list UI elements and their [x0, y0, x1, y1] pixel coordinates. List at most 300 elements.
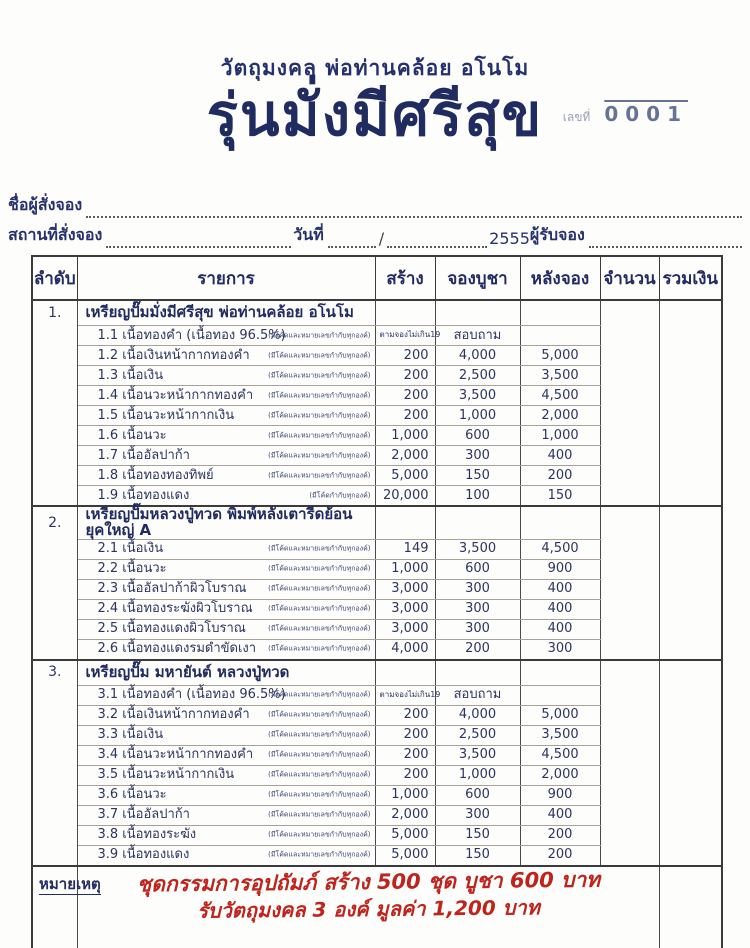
- item-index-cell: [32, 845, 77, 866]
- item-after-value: 400: [520, 805, 600, 825]
- item-code-note: (มีโค้ดและหมายเลขกำกับทุกองค์): [268, 544, 371, 553]
- section-after-cell: [520, 660, 600, 686]
- item-row: [32, 366, 722, 386]
- section-title: เหรียญปั๊ม มหายันต์ หลวงปู่ทวด: [77, 660, 375, 686]
- item-after-value: 200: [520, 845, 600, 866]
- item-made-value: 3,000: [375, 579, 435, 599]
- item-after-value: 200: [520, 825, 600, 845]
- section-total-cell: [659, 506, 722, 539]
- section-reserve-cell: [435, 300, 520, 326]
- orderer-line: [8, 188, 744, 218]
- item-code-note: (มีโค้ดและหมายเลขกำกับทุกองค์): [268, 390, 371, 399]
- item-total-cell: [659, 346, 722, 366]
- item-label-cell: [77, 579, 375, 599]
- item-reserve-value: 4,000: [435, 705, 520, 725]
- item-code-note: (มีโค้ดกำกับทุกองค์): [309, 490, 371, 499]
- item-label-cell: [77, 466, 375, 486]
- item-label: 3.1 เนื้อทองคำ (เนื้อทอง 96.5%): [97, 687, 286, 703]
- item-code-note: (มีโค้ดและหมายเลขกำกับทุกองค์): [268, 410, 371, 419]
- item-quantity-cell: [600, 745, 659, 765]
- item-total-cell: [659, 619, 722, 639]
- item-label-cell: [77, 805, 375, 825]
- item-reserve-value: 600: [435, 785, 520, 805]
- item-made-value: 1,000: [375, 559, 435, 579]
- item-made-value: 200: [375, 765, 435, 785]
- item-label: 3.2 เนื้อเงินหน้ากากทองคำ: [97, 707, 250, 723]
- item-label-cell: [77, 685, 375, 705]
- item-label-cell: [77, 705, 375, 725]
- item-index-cell: [32, 346, 77, 366]
- item-after-value: 4,500: [520, 745, 600, 765]
- item-index-cell: [32, 426, 77, 446]
- item-quantity-cell: [600, 785, 659, 805]
- item-row: [32, 579, 722, 599]
- item-after-value: 1,000: [520, 426, 600, 446]
- item-total-cell: [659, 845, 722, 866]
- item-row: [32, 805, 722, 825]
- date-label: วันที่: [293, 225, 324, 244]
- item-row: [32, 685, 722, 705]
- item-code-note: (มีโค้ดและหมายเลขกำกับทุกองค์): [268, 830, 371, 839]
- item-reserve-value: 600: [435, 559, 520, 579]
- item-after-value: 2,000: [520, 406, 600, 426]
- item-reserve-value: 1,000: [435, 406, 520, 426]
- item-made-value: 3,000: [375, 599, 435, 619]
- item-row: [32, 825, 722, 845]
- section-1: [32, 300, 722, 506]
- section-quantity-cell: [600, 506, 659, 539]
- section-made-cell: [375, 660, 435, 686]
- item-reserve-value: 150: [435, 845, 520, 866]
- item-total-cell: [659, 785, 722, 805]
- item-row: [32, 745, 722, 765]
- item-row: [32, 346, 722, 366]
- item-reserve-value: 100: [435, 486, 520, 507]
- item-label: 1.6 เนื้อนวะ: [97, 427, 167, 443]
- item-row: [32, 639, 722, 660]
- item-total-cell: [659, 705, 722, 725]
- item-total-cell: [659, 446, 722, 466]
- item-reserve-value: 3,500: [435, 386, 520, 406]
- item-index-cell: [32, 559, 77, 579]
- item-code-note: (มีโค้ดและหมายเลขกำกับทุกองค์): [268, 810, 371, 819]
- item-total-cell: [659, 386, 722, 406]
- section-made-cell: [375, 506, 435, 539]
- item-total-cell: [659, 466, 722, 486]
- item-index-cell: [32, 785, 77, 805]
- item-reserve-value: สอบถาม: [435, 685, 520, 705]
- item-quantity-cell: [600, 845, 659, 866]
- item-label: 1.1 เนื้อทองคำ (เนื้อทอง 96.5%): [97, 327, 286, 343]
- item-code-note: (มีโค้ดและหมายเลขกำกับทุกองค์): [268, 430, 371, 439]
- item-label-cell: [77, 639, 375, 660]
- item-made-value: 2,000: [375, 446, 435, 466]
- item-code-note: (มีโค้ดและหมายเลขกำกับทุกองค์): [268, 770, 371, 779]
- item-after-value: 3,500: [520, 725, 600, 745]
- item-after-value: 3,500: [520, 366, 600, 386]
- item-after-value: 400: [520, 579, 600, 599]
- item-code-note: (มีโค้ดและหมายเลขกำกับทุกองค์): [268, 564, 371, 573]
- page-title: รุ่นมั่งมีศรีสุข: [206, 81, 544, 149]
- item-reserve-value: 3,500: [435, 745, 520, 765]
- item-total-cell: [659, 426, 722, 446]
- item-quantity-cell: [600, 386, 659, 406]
- item-label: 3.6 เนื้อนวะ: [97, 787, 167, 803]
- item-after-value: 4,500: [520, 386, 600, 406]
- footer-red-line-1: ชุดกรรมการอุปถัมภ์ สร้าง 500 ชุด บูชา 600 บาท: [136, 867, 600, 896]
- item-label: 3.3 เนื้อเงิน: [97, 727, 164, 743]
- year-value: 2555: [489, 229, 530, 248]
- item-index-cell: [32, 685, 77, 705]
- item-made-value: 5,000: [375, 466, 435, 486]
- item-label: 1.7 เนื้ออัลปาก้า: [97, 447, 190, 463]
- item-label-cell: [77, 406, 375, 426]
- item-code-note: (มีโค้ดและหมายเลขกำกับทุกองค์): [268, 350, 371, 359]
- section-title: เหรียญปั๊มมั่งมีศรีสุข พ่อท่านคล้อย อโนโม: [77, 300, 375, 326]
- item-total-cell: [659, 745, 722, 765]
- item-label-cell: [77, 599, 375, 619]
- item-index-cell: [32, 825, 77, 845]
- section-3: [32, 660, 722, 866]
- item-reserve-value: สอบถาม: [435, 326, 520, 346]
- item-row: [32, 619, 722, 639]
- item-row: [32, 765, 722, 785]
- item-quantity-cell: [600, 466, 659, 486]
- item-total-cell: [659, 579, 722, 599]
- item-label-cell: [77, 725, 375, 745]
- place-label: สถานที่สั่งจอง: [8, 225, 103, 244]
- item-total-cell: [659, 685, 722, 705]
- item-code-note: (มีโค้ดและหมายเลขกำกับทุกองค์): [268, 330, 371, 339]
- item-made-value: 1,000: [375, 785, 435, 805]
- item-label-cell: [77, 559, 375, 579]
- footer-note-cell: [32, 866, 101, 948]
- item-code-note: (มีโค้ดและหมายเลขกำกับทุกองค์): [268, 690, 371, 699]
- item-row: [32, 845, 722, 866]
- item-code-note: (มีโค้ดและหมายเลขกำกับทุกองค์): [268, 730, 371, 739]
- orderer-label: ชื่อผู้สั่งจอง: [8, 195, 83, 214]
- item-label: 1.3 เนื้อเงิน: [97, 367, 164, 383]
- item-made-value: ตามจองไม่เกิน19: [375, 685, 435, 705]
- item-code-note: (มีโค้ดและหมายเลขกำกับทุกองค์): [268, 584, 371, 593]
- item-reserve-value: 300: [435, 805, 520, 825]
- item-code-note: (มีโค้ดและหมายเลขกำกับทุกองค์): [268, 604, 371, 613]
- item-total-cell: [659, 326, 722, 346]
- item-row: [32, 326, 722, 346]
- doc-number-value: 0001: [604, 102, 688, 126]
- item-index-cell: [32, 326, 77, 346]
- item-quantity-cell: [600, 486, 659, 507]
- item-label-cell: [77, 386, 375, 406]
- item-made-value: 5,000: [375, 845, 435, 866]
- item-quantity-cell: [600, 805, 659, 825]
- item-after-value: 400: [520, 446, 600, 466]
- item-made-value: 5,000: [375, 825, 435, 845]
- item-made-value: 200: [375, 725, 435, 745]
- item-after-value: 5,000: [520, 705, 600, 725]
- item-quantity-cell: [600, 426, 659, 446]
- item-index-cell: [32, 539, 77, 559]
- item-index-cell: [32, 466, 77, 486]
- col-header-item: รายการ: [77, 256, 375, 300]
- item-row: [32, 406, 722, 426]
- section-total-cell: [659, 660, 722, 686]
- item-quantity-cell: [600, 539, 659, 559]
- item-reserve-value: 600: [435, 426, 520, 446]
- item-row: [32, 466, 722, 486]
- footer-note-label: หมายเหตุ: [39, 874, 101, 893]
- item-reserve-value: 3,500: [435, 539, 520, 559]
- item-code-note: (มีโค้ดและหมายเลขกำกับทุกองค์): [268, 644, 371, 653]
- footer-handwriting-cell: [77, 866, 659, 948]
- receiver-fill-line: [589, 226, 742, 248]
- item-row: [32, 426, 722, 446]
- date-day-fill-line: [328, 226, 376, 248]
- table-header-row: [32, 256, 722, 300]
- section-row: [32, 506, 722, 539]
- section-after-cell: [520, 300, 600, 326]
- section-made-cell: [375, 300, 435, 326]
- item-label: 2.3 เนื้ออัลปาก้าผิวโบราณ: [97, 581, 247, 597]
- item-label: 1.2 เนื้อเงินหน้ากากทองคำ: [97, 347, 250, 363]
- item-code-note: (มีโค้ดและหมายเลขกำกับทุกองค์): [268, 850, 371, 859]
- item-made-value: ตามจองไม่เกิน19: [375, 326, 435, 346]
- item-label: 2.1 เนื้อเงิน: [97, 541, 164, 557]
- item-index-cell: [32, 805, 77, 825]
- item-made-value: 4,000: [375, 639, 435, 660]
- item-made-value: 3,000: [375, 619, 435, 639]
- section-number: 2.: [32, 506, 77, 539]
- item-total-cell: [659, 805, 722, 825]
- item-index-cell: [32, 386, 77, 406]
- section-quantity-cell: [600, 300, 659, 326]
- item-code-note: (มีโค้ดและหมายเลขกำกับทุกองค์): [268, 470, 371, 479]
- item-row: [32, 486, 722, 507]
- item-label-cell: [77, 745, 375, 765]
- item-index-cell: [32, 599, 77, 619]
- item-reserve-value: 300: [435, 619, 520, 639]
- order-table: [31, 255, 723, 948]
- item-made-value: 200: [375, 366, 435, 386]
- item-quantity-cell: [600, 366, 659, 386]
- item-label: 1.4 เนื้อนวะหน้ากากทองคำ: [97, 387, 254, 403]
- item-label-cell: [77, 426, 375, 446]
- item-total-cell: [659, 599, 722, 619]
- section-row: [32, 660, 722, 686]
- item-after-value: 400: [520, 599, 600, 619]
- item-index-cell: [32, 446, 77, 466]
- item-quantity-cell: [600, 559, 659, 579]
- item-quantity-cell: [600, 579, 659, 599]
- item-made-value: 200: [375, 745, 435, 765]
- col-header-total: รวมเงิน: [659, 256, 722, 300]
- place-fill-line: [106, 226, 291, 248]
- item-label-cell: [77, 825, 375, 845]
- item-total-cell: [659, 539, 722, 559]
- item-label: 1.9 เนื้อทองแดง: [97, 487, 190, 503]
- item-label-cell: [77, 845, 375, 866]
- item-after-value: 150: [520, 486, 600, 507]
- item-index-cell: [32, 725, 77, 745]
- item-quantity-cell: [600, 685, 659, 705]
- item-after-value: 400: [520, 619, 600, 639]
- item-total-cell: [659, 825, 722, 845]
- item-code-note: (มีโค้ดและหมายเลขกำกับทุกองค์): [268, 624, 371, 633]
- item-after-value: 4,500: [520, 539, 600, 559]
- section-row: [32, 300, 722, 326]
- col-header-made: สร้าง: [375, 256, 435, 300]
- item-code-note: (มีโค้ดและหมายเลขกำกับทุกองค์): [268, 370, 371, 379]
- item-label: 2.6 เนื้อทองแดงรมดำขัดเงา: [97, 641, 257, 657]
- footer-section: [32, 866, 722, 948]
- item-quantity-cell: [600, 406, 659, 426]
- item-quantity-cell: [600, 619, 659, 639]
- item-total-cell: [659, 366, 722, 386]
- col-header-index: ลำดับ: [32, 256, 77, 300]
- section-number: 1.: [32, 300, 77, 326]
- item-row: [32, 386, 722, 406]
- item-label: 3.8 เนื้อทองระฆัง: [97, 827, 197, 843]
- item-after-value: 300: [520, 639, 600, 660]
- orderer-fill-line: [86, 196, 742, 218]
- item-reserve-value: 1,000: [435, 765, 520, 785]
- section-after-cell: [520, 506, 600, 539]
- item-label-cell: [77, 539, 375, 559]
- item-row: [32, 725, 722, 745]
- item-reserve-value: 4,000: [435, 346, 520, 366]
- item-after-value: [520, 326, 600, 346]
- item-reserve-value: 150: [435, 466, 520, 486]
- item-row: [32, 559, 722, 579]
- item-reserve-value: 150: [435, 825, 520, 845]
- col-header-reserve-price: จองบูชา: [435, 256, 520, 300]
- item-after-value: 5,000: [520, 346, 600, 366]
- place-date-line: [8, 218, 744, 248]
- section-total-cell: [659, 300, 722, 326]
- col-header-after-reserve: หลังจอง: [520, 256, 600, 300]
- section-title: เหรียญปั๊มหลวงปู่ทวด พิมพ์หลังเตารีดย้อนยุคใหญ่ A: [77, 506, 375, 539]
- item-label: 3.9 เนื้อทองแดง: [97, 847, 190, 863]
- item-after-value: [520, 685, 600, 705]
- item-label: 2.5 เนื้อทองแดงผิวโบราณ: [97, 621, 246, 637]
- item-made-value: 200: [375, 705, 435, 725]
- item-index-cell: [32, 639, 77, 660]
- item-label-cell: [77, 366, 375, 386]
- doc-number-stamp: [563, 102, 688, 127]
- item-made-value: 20,000: [375, 486, 435, 507]
- item-row: [32, 446, 722, 466]
- item-reserve-value: 200: [435, 639, 520, 660]
- item-reserve-value: 300: [435, 599, 520, 619]
- item-reserve-value: 2,500: [435, 725, 520, 745]
- date-slash: /: [378, 229, 385, 248]
- item-total-cell: [659, 765, 722, 785]
- item-code-note: (มีโค้ดและหมายเลขกำกับทุกองค์): [268, 750, 371, 759]
- item-label: 3.5 เนื้อนวะหน้ากากเงิน: [97, 767, 235, 783]
- item-reserve-value: 300: [435, 579, 520, 599]
- item-label-cell: [77, 346, 375, 366]
- item-label-cell: [77, 486, 375, 507]
- section-number: 3.: [32, 660, 77, 686]
- item-label: 2.2 เนื้อนวะ: [97, 561, 167, 577]
- item-quantity-cell: [600, 639, 659, 660]
- item-quantity-cell: [600, 599, 659, 619]
- item-index-cell: [32, 486, 77, 507]
- item-label-cell: [77, 326, 375, 346]
- item-label-cell: [77, 765, 375, 785]
- item-total-cell: [659, 406, 722, 426]
- item-index-cell: [32, 579, 77, 599]
- receiver-label: ผู้รับจอง: [529, 225, 585, 244]
- item-total-cell: [659, 639, 722, 660]
- footer-red-line-2: รับวัตถุมงคล 3 องค์ มูลค่า 1,200 บาท: [196, 894, 540, 923]
- footer-total-cell: [659, 866, 722, 948]
- header-line: วัตถุมงคล พ่อท่านคล้อย อโนโม: [220, 56, 530, 80]
- item-total-cell: [659, 486, 722, 507]
- item-label: 1.8 เนื้อทองทองทิพย์: [97, 467, 214, 483]
- item-after-value: 2,000: [520, 765, 600, 785]
- item-made-value: 200: [375, 406, 435, 426]
- item-index-cell: [32, 705, 77, 725]
- item-made-value: 149: [375, 539, 435, 559]
- item-quantity-cell: [600, 346, 659, 366]
- item-label: 2.4 เนื้อทองระฆังผิวโบราณ: [97, 601, 253, 617]
- item-total-cell: [659, 725, 722, 745]
- item-row: [32, 705, 722, 725]
- date-month-fill-line: [387, 226, 487, 248]
- item-quantity-cell: [600, 825, 659, 845]
- item-made-value: 200: [375, 386, 435, 406]
- item-total-cell: [659, 559, 722, 579]
- item-label: 3.4 เนื้อนวะหน้ากากทองคำ: [97, 747, 254, 763]
- item-quantity-cell: [600, 765, 659, 785]
- item-label-cell: [77, 619, 375, 639]
- item-made-value: 1,000: [375, 426, 435, 446]
- section-quantity-cell: [600, 660, 659, 686]
- item-quantity-cell: [600, 705, 659, 725]
- item-after-value: 900: [520, 785, 600, 805]
- item-label: 3.7 เนื้ออัลปาก้า: [97, 807, 190, 823]
- item-quantity-cell: [600, 725, 659, 745]
- item-made-value: 2,000: [375, 805, 435, 825]
- item-code-note: (มีโค้ดและหมายเลขกำกับทุกองค์): [268, 710, 371, 719]
- item-after-value: 900: [520, 559, 600, 579]
- item-label-cell: [77, 446, 375, 466]
- section-reserve-cell: [435, 660, 520, 686]
- item-code-note: (มีโค้ดและหมายเลขกำกับทุกองค์): [268, 450, 371, 459]
- form-area: [8, 188, 744, 248]
- item-label-cell: [77, 785, 375, 805]
- item-reserve-value: 2,500: [435, 366, 520, 386]
- item-index-cell: [32, 765, 77, 785]
- item-row: [32, 539, 722, 559]
- item-quantity-cell: [600, 326, 659, 346]
- item-row: [32, 599, 722, 619]
- item-quantity-cell: [600, 446, 659, 466]
- item-made-value: 200: [375, 346, 435, 366]
- item-label: 1.5 เนื้อนวะหน้ากากเงิน: [97, 407, 235, 423]
- item-index-cell: [32, 619, 77, 639]
- item-index-cell: [32, 366, 77, 386]
- item-index-cell: [32, 745, 77, 765]
- col-header-quantity: จำนวน: [600, 256, 659, 300]
- item-code-note: (มีโค้ดและหมายเลขกำกับทุกองค์): [268, 790, 371, 799]
- item-index-cell: [32, 406, 77, 426]
- section-2: [32, 506, 722, 660]
- section-reserve-cell: [435, 506, 520, 539]
- footer-row: [32, 866, 722, 948]
- doc-number-label: เลขที่: [562, 110, 591, 124]
